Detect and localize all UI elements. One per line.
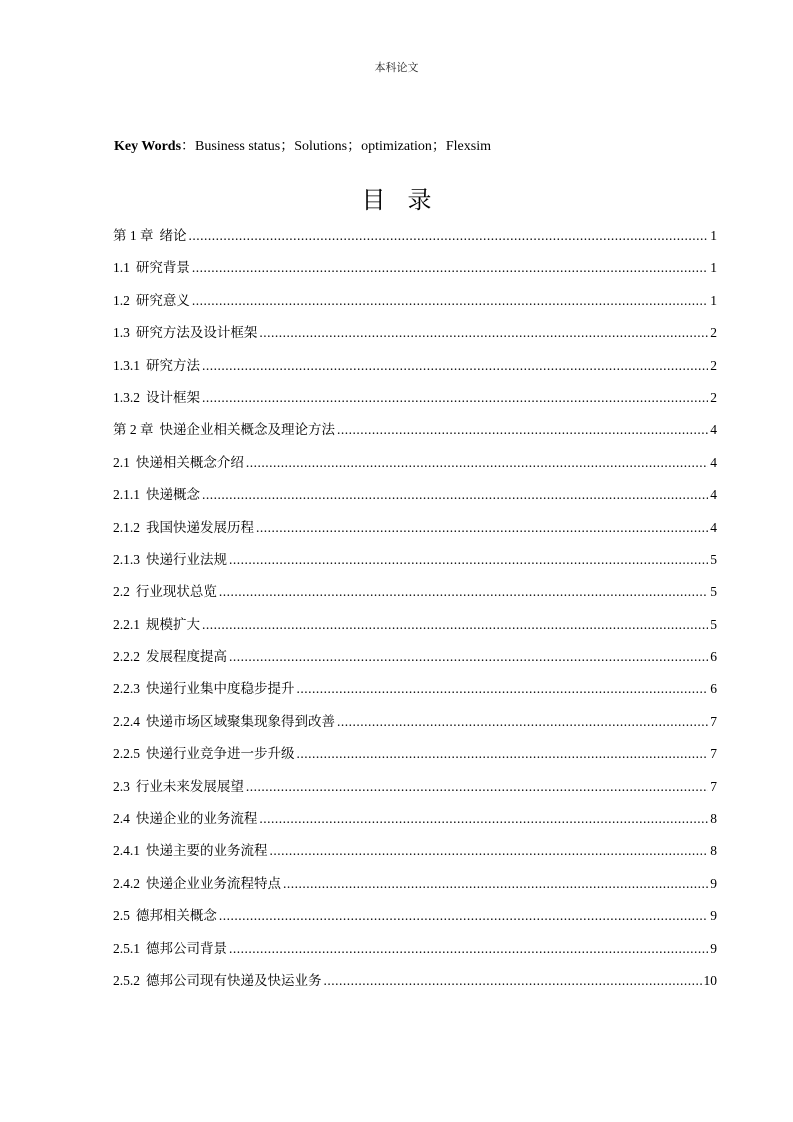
toc-entry[interactable] <box>113 256 717 288</box>
toc-entry[interactable] <box>113 645 717 677</box>
toc-entry-page: 2 <box>710 357 717 373</box>
toc-entry-page: 2 <box>710 389 717 405</box>
toc-entry-page: 1 <box>710 260 717 276</box>
toc-entry[interactable] <box>113 872 717 904</box>
toc-entry[interactable] <box>113 418 717 450</box>
toc-leader-dots <box>202 358 708 374</box>
toc-leader-dots <box>256 520 708 536</box>
toc-entry-title: 德邦相关概念 <box>135 908 217 924</box>
toc-entry-number: 2.1.1 <box>113 487 140 503</box>
keywords-separator: ： <box>181 139 196 154</box>
toc-entry-number: 2.1.2 <box>113 519 140 535</box>
toc-leader-dots <box>246 455 708 471</box>
toc-entry-number: 第 2 章 <box>113 422 154 438</box>
toc-entry-number: 2.1 <box>113 454 130 470</box>
toc-entry-page: 8 <box>710 811 717 827</box>
toc-entry[interactable] <box>113 969 717 1001</box>
toc-entry-page: 1 <box>710 228 717 243</box>
toc-entry[interactable] <box>113 710 717 742</box>
toc-entry-number: 2.5.2 <box>113 972 140 988</box>
toc-entry[interactable] <box>113 775 717 807</box>
toc-entry-title: 德邦公司背景 <box>146 940 227 956</box>
toc-entry[interactable] <box>113 807 717 839</box>
toc-leader-dots <box>229 941 708 957</box>
toc-entry-page: 5 <box>710 551 717 567</box>
toc-entry-page: 7 <box>710 746 717 762</box>
toc-leader-dots <box>297 681 709 697</box>
toc-entry-number: 2.2.2 <box>113 649 140 665</box>
toc-entry[interactable] <box>113 483 717 515</box>
toc-entry-number: 2.2.4 <box>113 713 140 729</box>
toc-entry[interactable] <box>113 224 717 256</box>
toc-leader-dots <box>283 876 708 892</box>
toc-entry-page: 6 <box>710 681 717 697</box>
toc-entry-page: 1 <box>710 292 717 308</box>
toc-entry-page: 5 <box>710 616 717 632</box>
toc-entry[interactable] <box>113 386 717 418</box>
toc-leader-dots <box>246 779 708 795</box>
toc-entry[interactable] <box>113 904 717 936</box>
toc-entry-number: 2.2.3 <box>113 681 140 697</box>
toc-entry-title: 我国快递发展历程 <box>146 519 254 535</box>
toc-entry-number: 2.1.3 <box>113 551 140 567</box>
toc-entry-title: 快递行业法规 <box>146 551 227 567</box>
toc-entry-page: 2 <box>710 325 717 341</box>
toc-entry-number: 1.3 <box>113 325 130 341</box>
toc-entry-number: 1.3.2 <box>113 389 140 405</box>
table-of-contents <box>113 224 717 1001</box>
toc-entry-title: 研究意义 <box>135 292 190 308</box>
toc-entry[interactable] <box>113 839 717 871</box>
toc-entry-title: 行业未来发展展望 <box>135 778 244 794</box>
toc-entry-title: 快递行业集中度稳步提升 <box>146 681 295 697</box>
toc-entry[interactable] <box>113 613 717 645</box>
toc-entry-title: 设计框架 <box>146 389 200 405</box>
toc-entry-title: 快递概念 <box>146 487 200 503</box>
toc-entry-number: 1.3.1 <box>113 357 140 373</box>
toc-entry-number: 2.2 <box>113 584 130 600</box>
toc-entry-page: 5 <box>710 584 717 600</box>
page-header: 本科论文 <box>374 61 419 74</box>
toc-entry-page: 10 <box>703 972 717 988</box>
toc-entry-number: 第 1 章 <box>113 228 154 243</box>
toc-leader-dots <box>189 228 709 244</box>
toc-entry-number: 2.4 <box>113 811 130 827</box>
toc-entry-title: 研究方法及设计框架 <box>135 325 258 341</box>
keywords-line <box>114 135 491 155</box>
toc-entry[interactable] <box>113 321 717 353</box>
toc-entry-title: 快递主要的业务流程 <box>146 843 268 859</box>
toc-entry-page: 4 <box>710 487 717 503</box>
toc-entry-page: 6 <box>710 649 717 665</box>
toc-entry-page: 4 <box>710 422 717 438</box>
toc-entry-page: 7 <box>710 778 717 794</box>
toc-leader-dots <box>219 584 708 600</box>
toc-entry-number: 2.2.5 <box>113 746 140 762</box>
toc-entry[interactable] <box>113 354 717 386</box>
keywords-label: Key Words <box>114 139 182 154</box>
toc-leader-dots <box>202 390 708 406</box>
toc-entry[interactable] <box>113 548 717 580</box>
toc-entry[interactable] <box>113 516 717 548</box>
toc-entry[interactable] <box>113 580 717 612</box>
toc-leader-dots <box>337 422 708 438</box>
toc-leader-dots <box>192 260 708 276</box>
toc-entry-title: 绪论 <box>159 228 187 243</box>
toc-leader-dots <box>202 487 708 503</box>
toc-entry-title: 研究背景 <box>135 260 190 276</box>
toc-leader-dots <box>324 973 702 989</box>
toc-entry-page: 9 <box>710 908 717 924</box>
toc-entry-number: 2.2.1 <box>113 616 140 632</box>
toc-entry-title: 研究方法 <box>146 357 200 373</box>
toc-leader-dots <box>202 617 708 633</box>
toc-entry-title: 发展程度提高 <box>146 649 227 665</box>
toc-entry-number: 2.5 <box>113 908 130 924</box>
toc-entry[interactable] <box>113 742 717 774</box>
toc-entry-page: 8 <box>710 843 717 859</box>
toc-leader-dots <box>259 325 708 341</box>
toc-entry-number: 1.1 <box>113 260 130 276</box>
toc-entry-title: 快递市场区域聚集现象得到改善 <box>146 713 335 729</box>
toc-entry[interactable] <box>113 451 717 483</box>
toc-entry-title: 行业现状总览 <box>135 584 217 600</box>
toc-entry-title: 快递企业相关概念及理论方法 <box>159 422 335 438</box>
toc-entry-title: 快递企业的业务流程 <box>135 811 258 827</box>
toc-entry-number: 2.3 <box>113 778 130 794</box>
toc-entry-number: 2.5.1 <box>113 940 140 956</box>
toc-entry-page: 9 <box>710 940 717 956</box>
toc-entry-title: 快递行业竞争进一步升级 <box>146 746 295 762</box>
toc-leader-dots <box>270 843 709 859</box>
toc-entry-page: 4 <box>710 519 717 535</box>
toc-entry[interactable] <box>113 937 717 969</box>
toc-entry-number: 2.4.2 <box>113 875 140 891</box>
toc-entry-number: 2.4.1 <box>113 843 140 859</box>
toc-leader-dots <box>259 811 708 827</box>
keywords-text: Business status；Solutions；optimization；Flexsim <box>195 139 491 154</box>
toc-entry-title: 快递相关概念介绍 <box>135 454 244 470</box>
toc-entry-title: 快递企业业务流程特点 <box>146 875 281 891</box>
toc-leader-dots <box>192 293 708 309</box>
toc-entry-page: 9 <box>710 875 717 891</box>
toc-entry-page: 7 <box>710 713 717 729</box>
toc-entry-number: 1.2 <box>113 292 130 308</box>
toc-leader-dots <box>229 649 708 665</box>
toc-entry-title: 规模扩大 <box>146 616 200 632</box>
toc-entry-page: 4 <box>710 454 717 470</box>
toc-leader-dots <box>337 714 708 730</box>
toc-entry[interactable] <box>113 677 717 709</box>
toc-title: 目录 <box>361 186 454 214</box>
toc-entry-title: 德邦公司现有快递及快运业务 <box>146 972 322 988</box>
toc-leader-dots <box>297 746 709 762</box>
toc-leader-dots <box>219 908 708 924</box>
toc-entry[interactable] <box>113 289 717 321</box>
toc-leader-dots <box>229 552 708 568</box>
